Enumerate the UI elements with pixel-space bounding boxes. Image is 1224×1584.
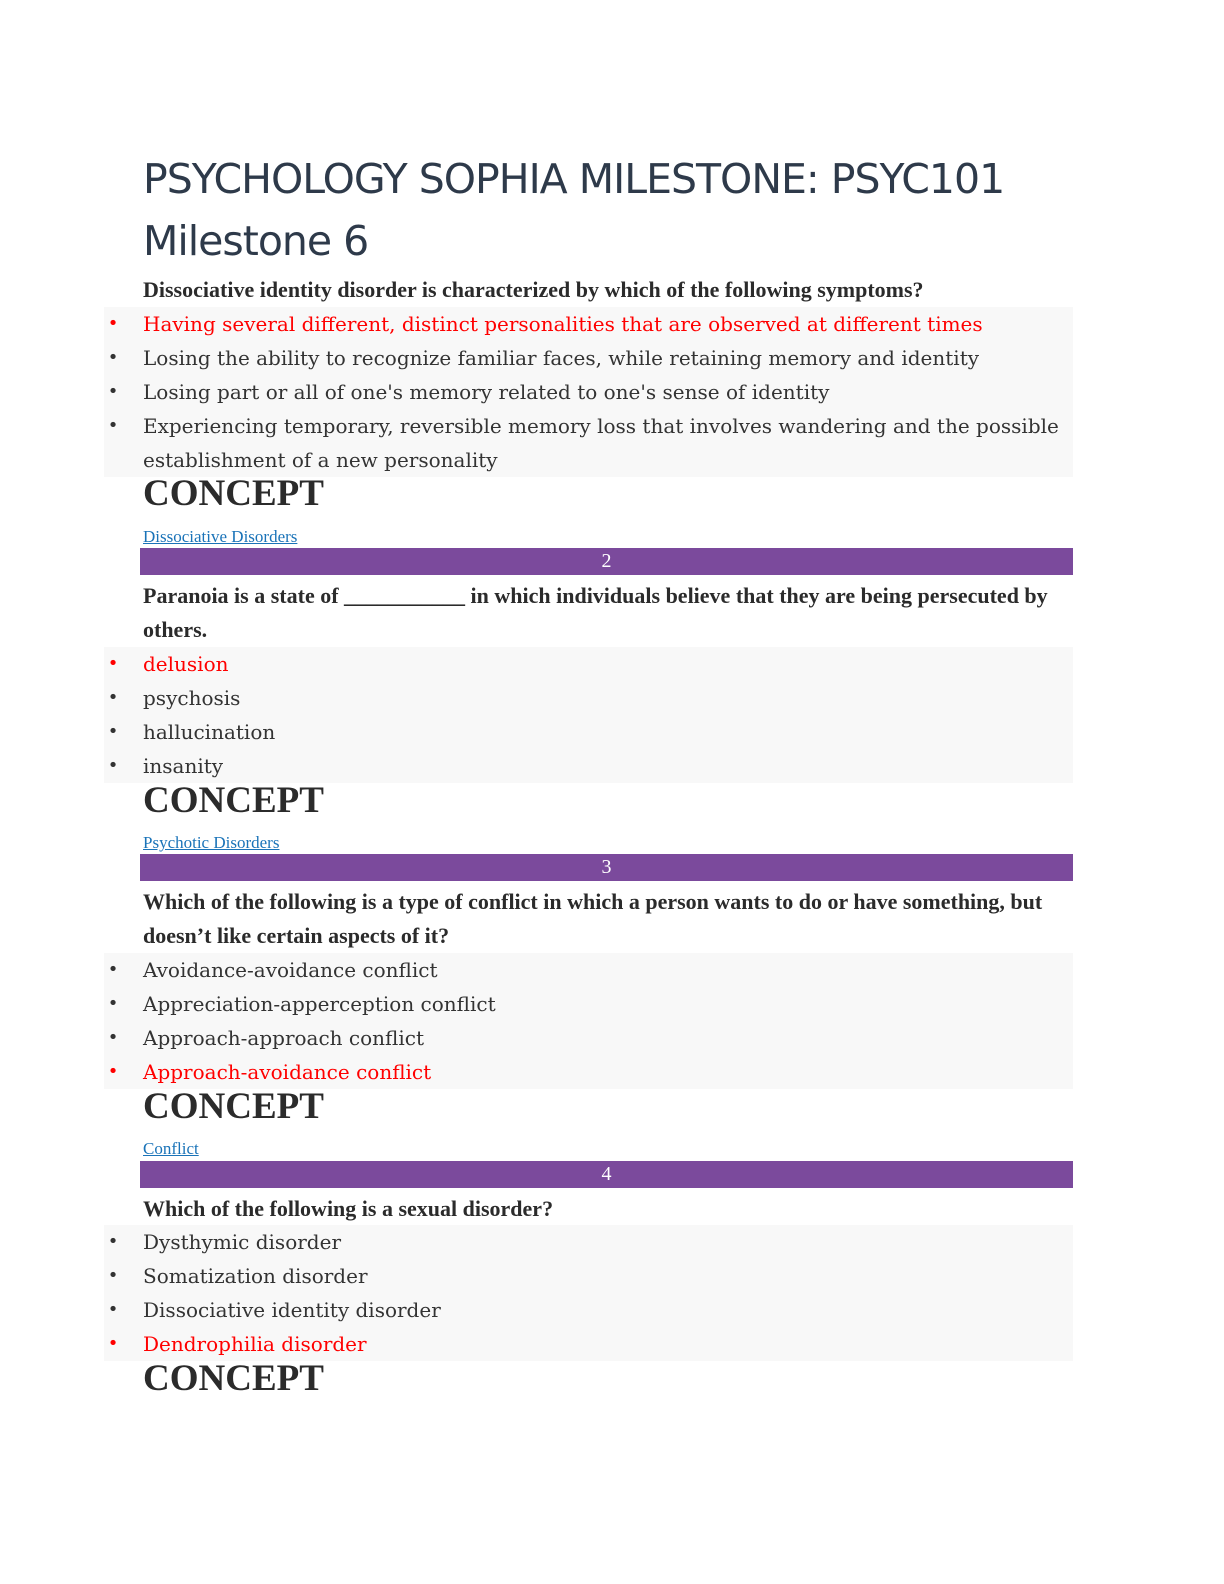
bullet-icon: •	[107, 993, 119, 1014]
concept-link-psychotic-disorders[interactable]: Psychotic Disorders	[143, 833, 280, 852]
option-label: Having several different, distinct personalities that are observed at different times	[143, 312, 983, 336]
answer-option	[104, 1225, 1073, 1259]
bullet-icon: •	[107, 687, 119, 708]
answer-option	[104, 1259, 1073, 1293]
answer-option	[104, 1021, 1073, 1055]
answer-option	[104, 715, 1073, 749]
answer-option	[104, 1293, 1073, 1327]
document-title: PSYCHOLOGY SOPHIA MILESTONE: PSYC101 Milestone 6	[143, 155, 1005, 265]
option-label: delusion	[143, 652, 229, 676]
concept-link-conflict[interactable]: Conflict	[143, 1139, 199, 1158]
option-label: Losing part or all of one's memory related to one's sense of identity	[143, 380, 830, 404]
bullet-icon: •	[107, 1299, 119, 1320]
concept-heading-3: CONCEPT	[143, 1086, 324, 1127]
question-text-1: Dissociative identity disorder is characterized by which of the following symptoms?	[143, 277, 924, 302]
bullet-icon: •	[107, 959, 119, 980]
bullet-icon: •	[107, 415, 119, 436]
answer-options-3	[104, 953, 1073, 1089]
bullet-icon: •	[107, 1265, 119, 1286]
bullet-icon: •	[107, 1027, 119, 1048]
question-number-bar-3: 3	[140, 854, 1073, 881]
answer-options-4	[104, 1225, 1073, 1361]
option-label: Dysthymic disorder	[143, 1230, 341, 1254]
answer-option	[104, 375, 1073, 409]
question-text-2: Paranoia is a state of ___________ in which individuals believe that they are being persecuted by others.	[143, 583, 1048, 642]
bullet-icon: •	[107, 1231, 119, 1252]
option-label: Approach-approach conflict	[143, 1026, 425, 1050]
answer-option	[104, 681, 1073, 715]
bullet-icon: •	[107, 1333, 119, 1354]
question-text-3: Which of the following is a type of conflict in which a person wants to do or have something, but doesn’t like certain aspects of it?	[143, 889, 1043, 948]
answer-option	[104, 987, 1073, 1021]
answer-options-1	[104, 307, 1073, 477]
concept-heading-4: CONCEPT	[143, 1358, 324, 1399]
bullet-icon: •	[107, 653, 119, 674]
option-label: Avoidance-avoidance conflict	[143, 958, 438, 982]
option-label: Somatization disorder	[143, 1264, 368, 1288]
option-label: insanity	[143, 754, 224, 778]
option-label: Experiencing temporary, reversible memory loss that involves wandering and the possible establishment of a new personality	[143, 414, 1059, 472]
concept-link-dissociative-disorders[interactable]: Dissociative Disorders	[143, 527, 298, 546]
answer-option-correct	[104, 307, 1073, 341]
bullet-icon: •	[107, 381, 119, 402]
question-number-bar-2: 2	[140, 548, 1073, 575]
bullet-icon: •	[107, 313, 119, 334]
option-label: Appreciation-apperception conflict	[143, 992, 496, 1016]
answer-option	[104, 749, 1073, 783]
answer-option-correct	[104, 1327, 1073, 1361]
option-label: hallucination	[143, 720, 276, 744]
bullet-icon: •	[107, 347, 119, 368]
bullet-icon: •	[107, 755, 119, 776]
concept-heading-1: CONCEPT	[143, 473, 324, 514]
option-label: Dendrophilia disorder	[143, 1332, 367, 1356]
answer-option-correct	[104, 1055, 1073, 1089]
answer-option-correct	[104, 647, 1073, 681]
answer-option	[104, 953, 1073, 987]
answer-option	[104, 341, 1073, 375]
answer-options-2	[104, 647, 1073, 783]
option-label: psychosis	[143, 686, 241, 710]
option-label: Dissociative identity disorder	[143, 1298, 441, 1322]
answer-option	[104, 409, 1073, 477]
option-label: Losing the ability to recognize familiar faces, while retaining memory and identity	[143, 346, 980, 370]
bullet-icon: •	[107, 721, 119, 742]
question-number-bar-4: 4	[140, 1161, 1073, 1188]
bullet-icon: •	[107, 1061, 119, 1082]
concept-heading-2: CONCEPT	[143, 780, 324, 821]
option-label: Approach-avoidance conflict	[143, 1060, 432, 1084]
question-text-4: Which of the following is a sexual disorder?	[143, 1196, 554, 1221]
